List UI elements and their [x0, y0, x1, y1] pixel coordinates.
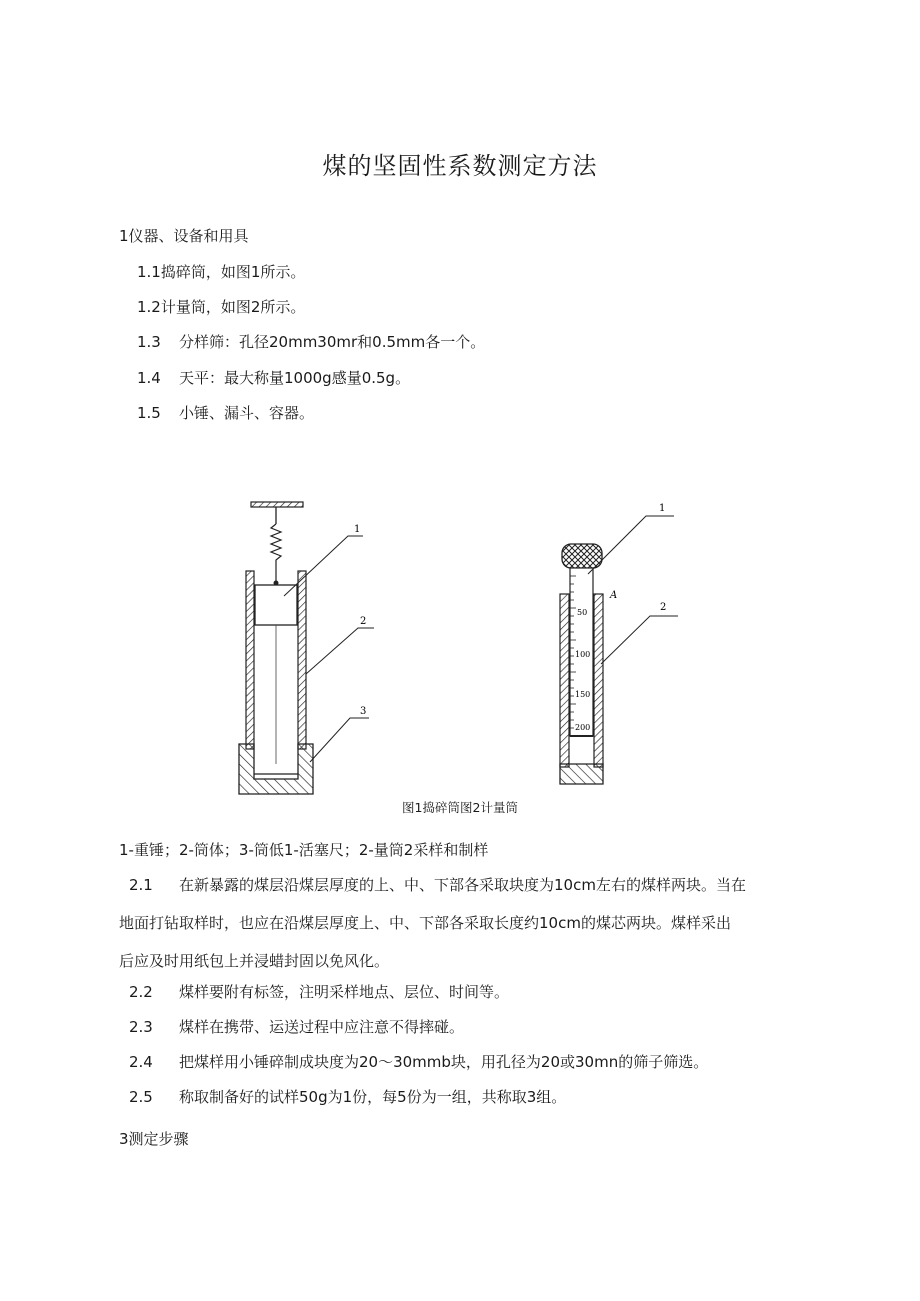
- fig1-label-2: 2: [360, 616, 367, 627]
- item-number: 2.5: [129, 1088, 153, 1106]
- list-item: [129, 982, 509, 1002]
- scale-label-200: 200: [575, 723, 591, 732]
- list-item: [137, 262, 305, 282]
- legend-line: 1-重锤；2-筒体；3-筒低1-活塞尺；2-量筒2采样和制样: [119, 841, 489, 859]
- fig2-label-2: 2: [660, 602, 667, 613]
- measuring-cylinder-drawing: [560, 503, 678, 784]
- item-text-continued: 地面打钻取样时，也应在沿煤层厚度上、中、下部各采取长度约10cm的煤芯两块。煤样采出: [119, 914, 731, 932]
- item-text: 煤样在携带、运送过程中应注意不得摔碰。: [179, 1018, 465, 1036]
- list-item: [137, 297, 305, 317]
- item-number: 2.2: [129, 983, 153, 1001]
- item-text: 天平：最大称量1000g感量0.5g。: [179, 369, 411, 387]
- item-text-continued: 后应及时用纸包上并浸蜡封固以免风化。: [119, 952, 390, 970]
- list-item: [129, 1087, 566, 1107]
- scale-label-150: 150: [575, 690, 591, 699]
- crushing-cylinder-drawing: [239, 502, 374, 794]
- list-item: [119, 866, 809, 980]
- item-number: 2.1: [129, 876, 153, 894]
- item-text: 小锤、漏斗、容器。: [179, 404, 315, 422]
- list-item: [137, 332, 485, 352]
- list-item: [137, 403, 314, 423]
- list-item: [129, 1017, 464, 1037]
- section1-heading: 1仪器、设备和用具: [119, 227, 249, 245]
- item-number: 1.1: [137, 263, 161, 281]
- item-text: 在新暴露的煤层沿煤层厚度的上、中、下部各采取块度为10cm左右的煤样两块。当在: [179, 876, 746, 894]
- fig1-label-1: 1: [354, 524, 361, 535]
- item-number: 1.5: [137, 404, 161, 422]
- item-number: 1.4: [137, 369, 161, 387]
- item-number: 2.3: [129, 1018, 153, 1036]
- list-item: [129, 1052, 708, 1072]
- figure-caption: 图1捣碎筒图2计量筒: [402, 800, 518, 815]
- item-number: 2.4: [129, 1053, 153, 1071]
- page-title: 煤的坚固性系数测定方法: [322, 152, 598, 180]
- fig2-label-1: 1: [659, 503, 666, 514]
- item-text: 计量筒，如图2所示。: [160, 298, 306, 316]
- item-text: 分样筛：孔径20mm30mr和0.5mm各一个。: [179, 333, 486, 351]
- section3-heading: 3测定步骤: [119, 1130, 189, 1148]
- list-item: [137, 368, 410, 388]
- item-text: 把煤样用小锤碎制成块度为20～30mmb块，用孔径为20或30mn的筛子筛选。: [179, 1053, 709, 1071]
- fig1-label-3: 3: [360, 706, 367, 717]
- fig2-label-a: A: [610, 590, 618, 601]
- apparatus-figure: [236, 494, 682, 799]
- item-text: 捣碎筒，如图1所示。: [160, 263, 306, 281]
- item-text: 称取制备好的试样50g为1份，每5份为一组，共称取3组。: [179, 1088, 567, 1106]
- item-number: 1.2: [137, 298, 161, 316]
- scale-label-50: 50: [577, 608, 588, 617]
- item-number: 1.3: [137, 333, 161, 351]
- scale-label-100: 100: [575, 650, 591, 659]
- item-text: 煤样要附有标签，注明采样地点、层位、时间等。: [179, 983, 510, 1001]
